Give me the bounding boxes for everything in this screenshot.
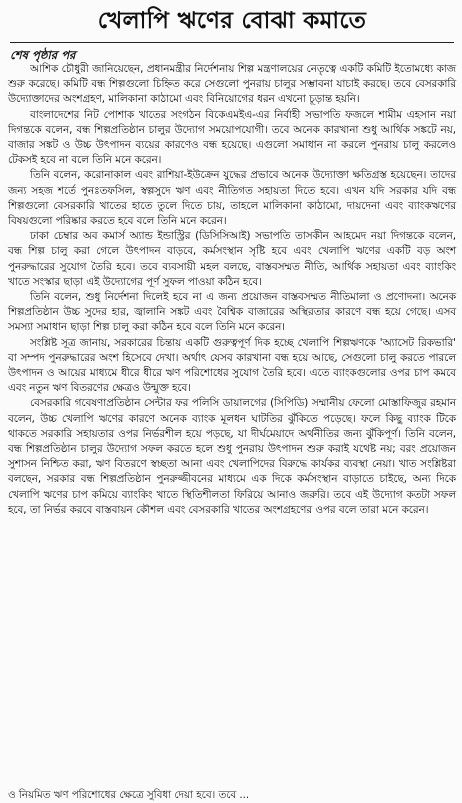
paragraph-2: বাংলাদেশের নিট পোশাক খাতের সংগঠন বিকেএমইএ-এর নির্বাহী সভাপতি ফজলে শামীম এহসান নয়া দিগন্তকে বলেন, বন্ধ শিল্পপ্রতিষ্ঠান চালুর উদ্যোগ সময়োপযোগী। তবে অনেক কারখানা শুধু আর্থিক সঙ্কটে নয়, বাজার সঙ্কট ও উচ্চ উৎপাদন ব্যয়ের কারণেও বন্ধ হয়েছে। এগুলো সমাধান না করলে পুনরায় চালু করলেও টেকসই হবে না বলে তিনি মনে করেন। [8,108,456,167]
headline-divider [10,42,454,43]
cut-off-line: ও নিয়মিত ঋণ পরিশোধের ক্ষেত্রে সুবিধা দেয়া হবে। তবে ... [8,789,250,801]
paragraph-5: তিনি বলেন, শুধু নির্দেশনা দিলেই হবে না এ জন্য প্রয়োজন বাস্তবসম্মত নীতিমালা ও প্রণোদনা। অনেক শিল্পপ্রতিষ্ঠান উচ্চ সুদের হার, জ্বালানি সঙ্কট এবং বৈশ্বিক বাজারের অস্থিরতার কারণে বন্ধ হয়ে গেছে। এসব সমস্যা সমাধান ছাড়া শিল্প চালু করা কঠিন হবে বলে তিনি মনে করেন। [8,291,456,334]
paragraph-7: বেসরকারি গবেষণাপ্রতিষ্ঠান সেন্টার ফর পলিসি ডায়ালগের (সিপিডি) সম্মানীয় ফেলো মোস্তাফিজুর রহমান বলেন, উচ্চ খেলাপি ঋণের কারণে অনেক ব্যাংক মূলধন ঘাটতির ঝুঁকিতে পড়েছে। ফলে কিছু ব্যাংক টিকে থাকতে সরকারি সহায়তার ওপর নির্ভরশীল হয়ে পড়ছে, যা দীর্ঘমেয়াদে অর্থনীতির জন্য ঝুঁকিপূর্ণ। তিনি বলেন, বন্ধ শিল্পপ্রতিষ্ঠান চালুর উদ্যোগ সফল করতে হলে শুধু পুনরায় উৎপাদন শুরু করাই যথেষ্ট নয়; বরং প্রয়োজন সুশাসন নিশ্চিত করা, ঋণ বিতরণে স্বচ্ছতা আনা এবং খেলাপিদের বিরুদ্ধে কার্যকর ব্যবস্থা নেয়া। খাত সংশ্লিষ্টরা বলছেন, সরকার বন্ধ শিল্পপ্রতিষ্ঠান পুনরুজ্জীবনের মাধ্যমে এক দিকে কর্মসংস্থান বাড়াতে চাইছে, অন্য দিকে খেলাপি ঋণের চাপ কমিয়ে ব্যাংকিং খাতে স্থিতিশীলতা ফিরিয়ে আনাও জরুরি। তবে এই উদ্যোগ কতটা সফল হবে, তা নির্ভর করবে বাস্তবায়ন কৌশল এবং বেসরকারি খাতের অংশগ্রহণের ওপর বলে তারা মনে করেন। [8,397,456,516]
continuation-label: শেষ পৃষ্ঠার পর [10,48,76,62]
paragraph-6: সংশ্লিষ্ট সূত্র জানায়, সরকারের চিন্তায় একটি গুরুত্বপূর্ণ দিক হচ্ছে খেলাপি শিল্পঋণকে 'অ্যাসেট রিকভারি' বা সম্পদ পুনরুদ্ধারের অংশ হিসেবে দেখা। অর্থাৎ যেসব কারখানা বন্ধ হয়ে আছে, সেগুলো চালু করতে পারলে উৎপাদন ও আয়ের মাধ্যমে ধীরে ধীরে ঋণ পরিশোধের সুযোগ তৈরি হবে। এতে ব্যাংকগুলোর ওপর চাপ কমবে এবং নতুন ঋণ বিতরণের ক্ষেত্রও উন্মুক্ত হবে। [8,336,456,395]
paragraph-3: তিনি বলেন, করোনাকাল এবং রাশিয়া-ইউক্রেন যুদ্ধের প্রভাবে অনেক উদ্যোক্তা ক্ষতিগ্রস্ত হয়েছেন। তাদের জন্য সহজ শর্তে পুনঃতফসিল, স্বল্পসুদে ঋণ এবং নীতিগত সহায়তা দিতে হবে। এখন যদি সরকার যদি বন্ধ শিল্পগুলো বেসরকারি খাতের হাতে তুলে দিতে চায়, তাহলে মালিকানা কাঠামো, দায়দেনা এবং ব্যাংকঋণের বিষয়গুলো পরিষ্কার করতে হবে বলে তিনি মনে করেন। [8,169,456,228]
paragraph-1: আশিক চৌধুরী জানিয়েছেন, প্রধানমন্ত্রীর নির্দেশনায় শিল্প মন্ত্রণালয়ের নেতৃত্বে একটি কমিটি ইতোমধ্যে কাজ শুরু করেছে। কমিটি বন্ধ শিল্পগুলো চিহ্নিত করে সেগুলো পুনরায় চালুর সম্ভাবনা যাচাই করছে। তবে বেসরকারি উদ্যোক্তাদের অংশগ্রহণ, মালিকানা কাঠামো এবং বিনিয়োগের ধরন এখনো চূড়ান্ত হয়নি। [8,63,456,106]
paragraph-4: ঢাকা চেম্বার অব কমার্স অ্যান্ড ইন্ডাস্ট্রির (ডিসিসিআই) সভাপতি তাসকীন আহমেদ নয়া দিগন্তকে বলেন, বন্ধ শিল্প চালু করা গেলে উৎপাদন বাড়বে, কর্মসংস্থান সৃষ্টি হবে এবং খেলাপি ঋণের একটি বড় অংশ পুনরুদ্ধারের সুযোগ তৈরি হবে। তবে ব্যবসায়ী মহল বলছে, বাস্তবসম্মত নীতি, আর্থিক সহায়তা এবং ব্যাংকিং খাতে সংস্কার ছাড়া এই উদ্যোগের পূর্ণ সুফল পাওয়া কঠিন হবে। [8,230,456,288]
article-body [8,62,456,518]
headline: খেলাপি ঋণের বোঝা কমাতে [97,8,367,34]
news-clipping [0,6,462,801]
